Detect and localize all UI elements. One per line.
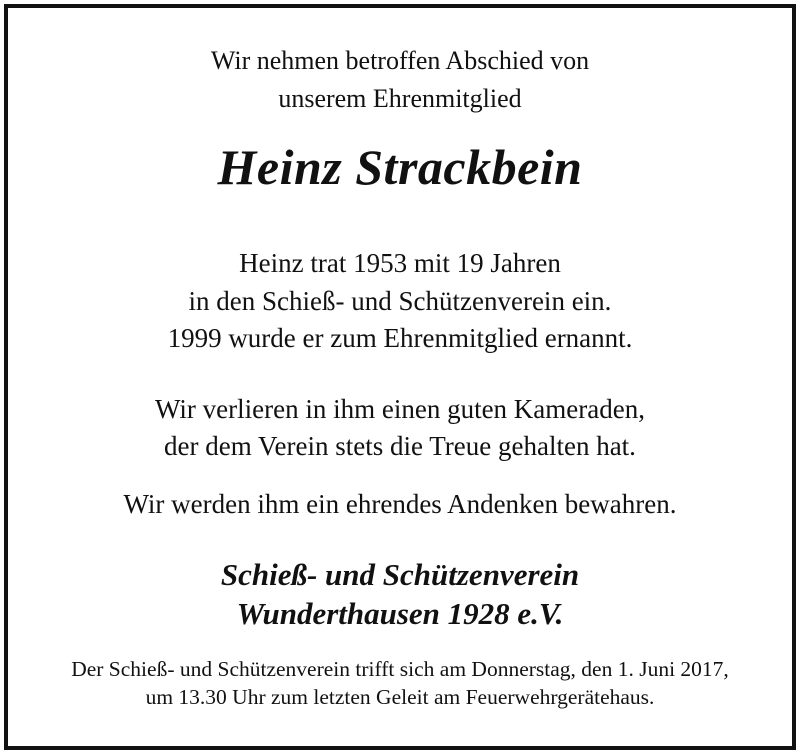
funeral-notice-line-1: Der Schieß- und Schützenverein trifft sich am Donnerstag, den 1. Juni 2017, [71, 657, 729, 681]
tribute-line-1: Wir verlieren in ihm einen guten Kameraden, [155, 394, 645, 424]
deceased-name: Heinz Strackbein [217, 139, 583, 195]
bio-line-1: Heinz trat 1953 mit 19 Jahren [239, 248, 561, 278]
bio-line-2: in den Schieß- und Schützenverein ein. [188, 286, 612, 316]
obituary-notice-frame [4, 4, 796, 750]
tribute-line-2: der dem Verein stets die Treue gehalten hat. [164, 431, 636, 461]
bio-line-3: 1999 wurde er zum Ehrenmitglied ernannt. [167, 323, 633, 353]
funeral-notice-line-2: um 13.30 Uhr zum letzten Geleit am Feuerwehrgerätehaus. [145, 685, 655, 709]
memory-line: Wir werden ihm ein ehrendes Andenken bewahren. [123, 489, 677, 519]
intro-line-1: Wir nehmen betroffen Abschied von [210, 46, 590, 75]
organization-name-line-1: Schieß- und Schützenverein [220, 557, 580, 592]
organization-name-line-2: Wunderthausen 1928 e.V. [236, 596, 564, 631]
intro-line-2: unserem Ehrenmitglied [278, 84, 522, 113]
